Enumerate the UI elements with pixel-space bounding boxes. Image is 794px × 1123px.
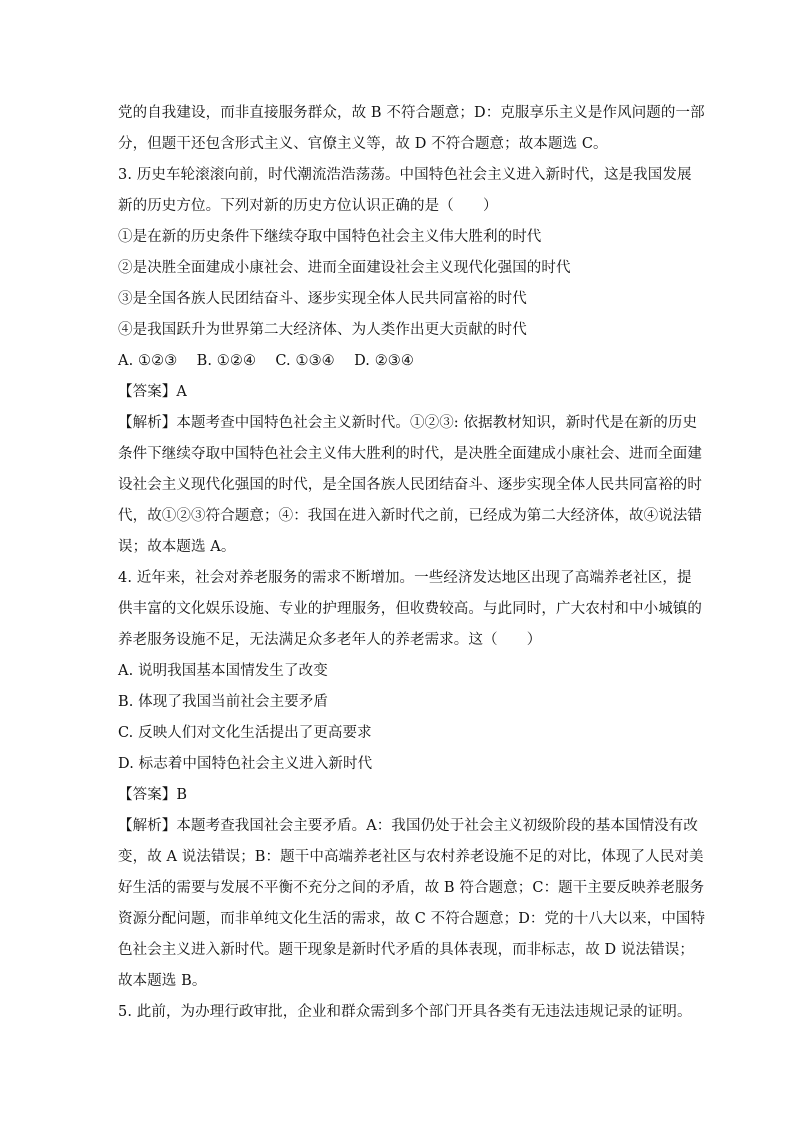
document-page xyxy=(118,98,706,1028)
question-5-stem-line-1: 5. 此前，为办理行政审批，企业和群众需到多个部门开具各类有无违法违规记录的证明。 xyxy=(118,1004,692,1020)
question-4-analysis-line-4: 资源分配问题，而非单纯文化生活的需求，故 C 不符合题意；D：党的十八大以来，中国特 xyxy=(118,911,706,927)
question-4-answer: 【答案】B xyxy=(118,787,188,803)
question-3-analysis-line-4: 代，故①②③符合题意；④：我国在进入新时代之前，已经成为第二大经济体，故④说法错 xyxy=(118,508,702,524)
question-4-option-c: C. 反映人们对文化生活提出了更高要求 xyxy=(118,725,372,741)
question-4-stem-line-3: 养老服务设施不足，无法满足众多老年人的养老需求。这（ ） xyxy=(118,632,542,648)
question-4-option-a: A. 说明我国基本国情发生了改变 xyxy=(118,663,328,679)
question-4-analysis-line-3: 好生活的需要与发展不平衡不充分之间的矛盾，故 B 符合题意；C：题干主要反映养老服务 xyxy=(118,880,705,896)
question-4-stem-line-2: 供丰富的文化娱乐设施、专业的护理服务，但收费较高。与此同时，广大农村和中小城镇的 xyxy=(118,601,702,617)
question-4-option-b: B. 体现了我国当前社会主要矛盾 xyxy=(118,694,328,710)
question-4-stem-line-1: 4. 近年来，社会对养老服务的需求不断增加。一些经济发达地区出现了高端养老社区，提 xyxy=(118,570,692,586)
question-3-stem-line-1: 3. 历史车轮滚滚向前，时代潮流浩浩荡荡。中国特色社会主义进入新时代，这是我国发展 xyxy=(118,167,692,183)
question-3-item-2: ②是决胜全面建成小康社会、进而全面建设社会主义现代化强国的时代 xyxy=(118,260,571,276)
question-4-analysis-line-6: 故本题选 B。 xyxy=(118,973,207,989)
text-line-1: 党的自我建设，而非直接服务群众，故 B 不符合题意；D：克服享乐主义是作风问题的一部 xyxy=(118,105,705,121)
question-4-analysis-line-5: 色社会主义进入新时代。题干现象是新时代矛盾的具体表现，而非标志，故 D 说法错误； xyxy=(118,942,694,958)
question-3-analysis-line-2: 条件下继续夺取中国特色社会主义伟大胜利的时代，是决胜全面建成小康社会、进而全面建 xyxy=(118,446,702,462)
question-3-item-1: ①是在新的历史条件下继续夺取中国特色社会主义伟大胜利的时代 xyxy=(118,229,542,245)
question-4-analysis-line-1: 【解析】本题考查我国社会主要矛盾。A：我国仍处于社会主义初级阶段的基本国情没有改 xyxy=(118,818,698,834)
question-3-item-3: ③是全国各族人民团结奋斗、逐步实现全体人民共同富裕的时代 xyxy=(118,291,527,307)
text-line-2: 分，但题干还包含形式主义、官僚主义等，故 D 不符合题意；故本题选 C。 xyxy=(118,136,608,152)
question-3-item-4: ④是我国跃升为世界第二大经济体、为人类作出更大贡献的时代 xyxy=(118,322,527,338)
question-4-analysis-line-2: 变，故 A 说法错误；B：题干中高端养老社区与农村养老设施不足的对比，体现了人民对美 xyxy=(118,849,704,865)
question-3-analysis-line-5: 误；故本题选 A。 xyxy=(118,539,236,555)
question-3-stem-line-2: 新的历史方位。下列对新的历史方位认识正确的是（ ） xyxy=(118,198,498,214)
question-3-analysis-line-3: 设社会主义现代化强国的时代，是全国各族人民团结奋斗、逐步实现全体人民共同富裕的时 xyxy=(118,477,702,493)
question-3-answer: 【答案】A xyxy=(118,384,187,400)
question-4-option-d: D. 标志着中国特色社会主义进入新时代 xyxy=(118,756,373,772)
question-3-analysis-line-1: 【解析】本题考查中国特色社会主义新时代。①②③: 依据教材知识，新时代是在新的历史 xyxy=(118,415,698,431)
question-3-options: A. ①②③ B. ①②④ C. ①③④ D. ②③④ xyxy=(118,353,415,369)
